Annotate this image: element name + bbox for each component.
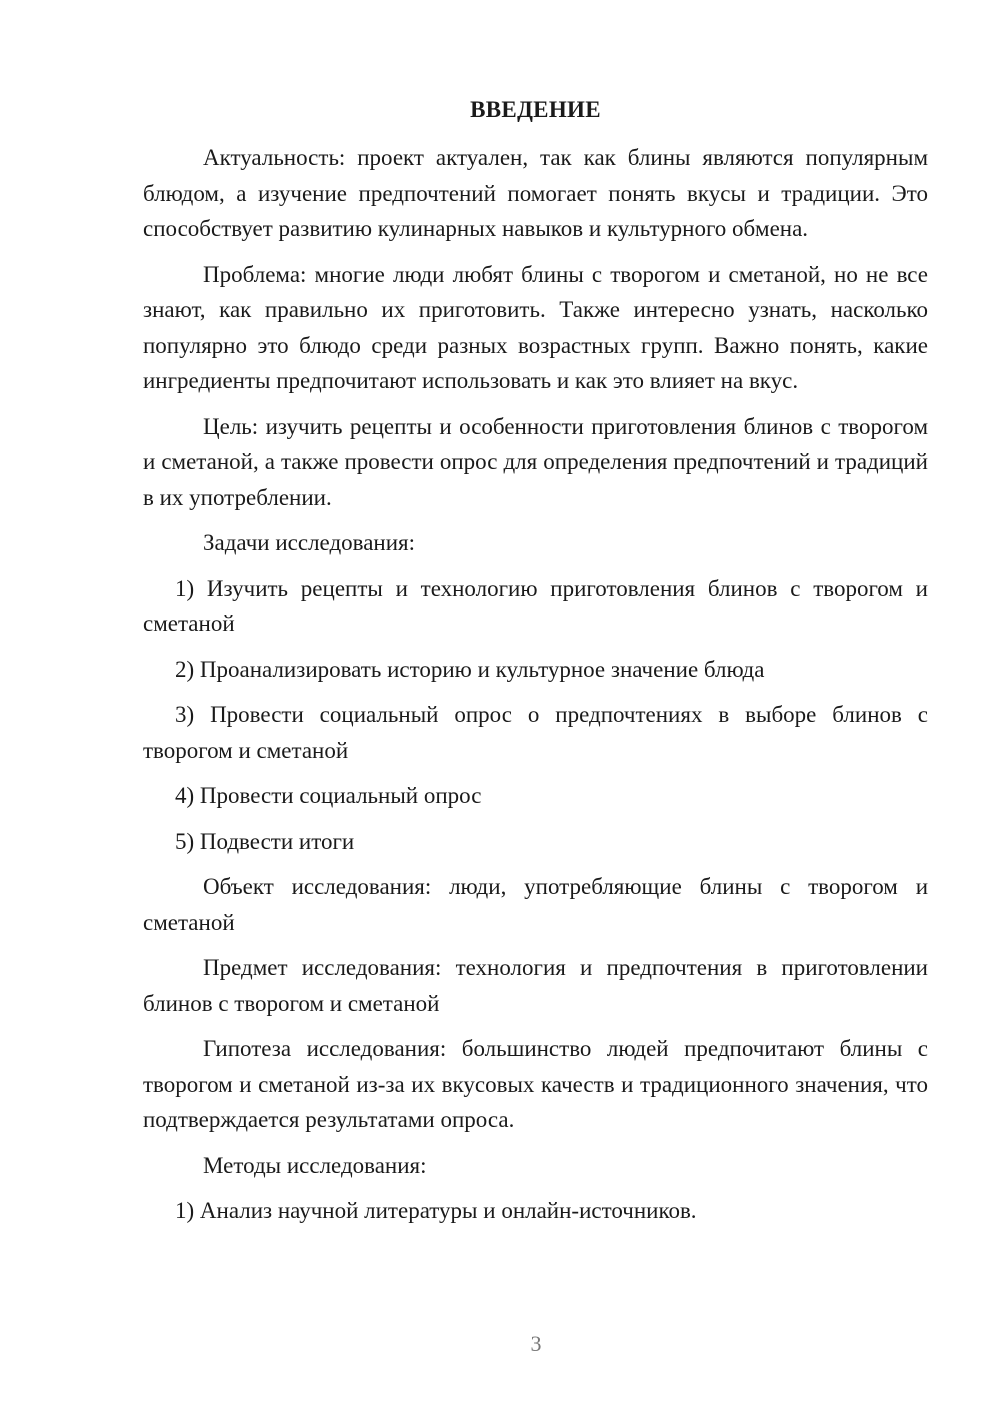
paragraph-relevance: Актуальность: проект актуален, так как блины являются популярным блюдом, а изучение предпочтений помогает понять вкусы и традиции. Это способствует развитию кулинарных навыков и культурного обмена. (143, 145, 928, 241)
paragraph-problem: Проблема: многие люди любят блины с творогом и сметаной, но не все знают, как правильно их приготовить. Также интересно узнать, насколько популярно это блюдо среди разных возрастных групп. Важно понять, какие ингредиенты предпочитают использовать и как это влияет на вкус. (143, 261, 928, 393)
task-item-3: 3) Провести социальный опрос о предпочтениях в выборе блинов с творогом и сметаной (143, 702, 928, 763)
methods-heading: Методы исследования: (203, 1152, 427, 1178)
task-item-1: 1) Изучить рецепты и технологию приготовления блинов с творогом и сметаной (143, 575, 928, 636)
paragraph-subject: Предмет исследования: технология и предпочтения в приготовлении блинов с творогом и сметаной (143, 955, 928, 1016)
paragraph-goal: Цель: изучить рецепты и особенности приготовления блинов с творогом и сметаной, а также провести опрос для определения предпочтений и традиций в их употреблении. (143, 413, 928, 510)
paragraph-object: Объект исследования: люди, употребляющие блины с творогом и сметаной (143, 874, 928, 935)
task-item-5: 5) Подвести итоги (175, 828, 355, 854)
task-item-2: 2) Проанализировать историю и культурное значение блюда (175, 656, 765, 682)
document-page (143, 92, 928, 1239)
page-number: 3 (530, 1331, 542, 1356)
section-title: ВВЕДЕНИЕ (470, 97, 601, 122)
method-item-1: 1) Анализ научной литературы и онлайн-источников. (175, 1198, 697, 1223)
task-item-4: 4) Провести социальный опрос (175, 783, 482, 808)
tasks-heading: Задачи исследования: (203, 530, 416, 555)
paragraph-hypothesis: Гипотеза исследования: большинство людей предпочитают блины с творогом и сметаной из-за их вкусовых качеств и традиционного значения, что подтверждается результатами опроса. (143, 1036, 928, 1132)
